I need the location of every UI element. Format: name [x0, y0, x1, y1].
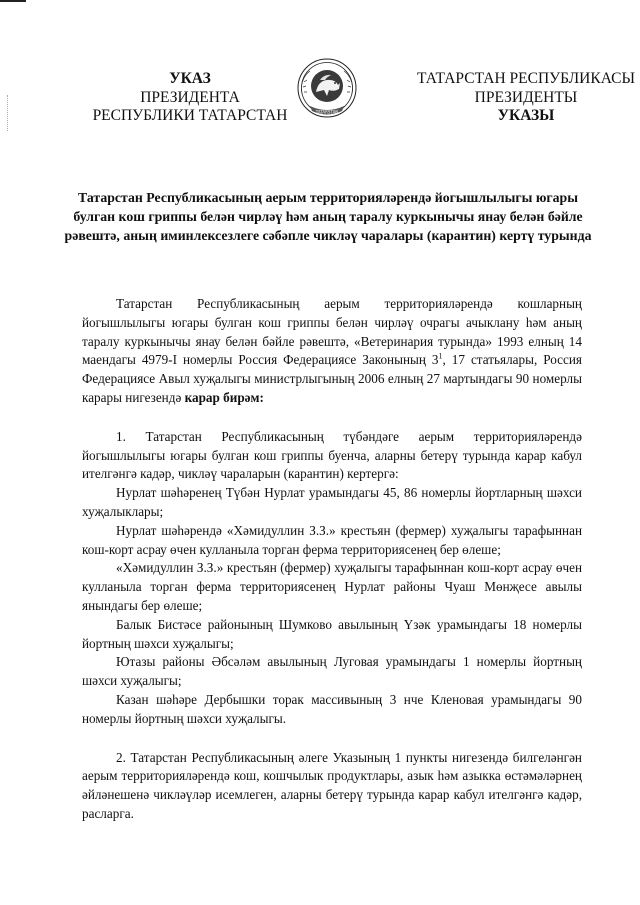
document-body: [82, 295, 582, 824]
clause-1-intro: 1. Татарстан Республикасының түбәндәге аерым территорияләрендә йогышлылыгы югары булган кош гриппы буенча, аларны бетерү турында карар кабул ителгәнгә кадәр, чикләү чараларын (карантин) кертергә:: [82, 428, 582, 482]
document-header: [60, 56, 635, 136]
header-left-line1: УКАЗ: [169, 70, 211, 87]
header-right-line2: ПРЕЗИДЕНТЫ: [474, 88, 578, 106]
clause-1-item: Казан шәһәре Дербышки торак массивының 3 нче Кленовая урамындагы 90 номерлы йортның шәхси хуҗалыгы.: [82, 691, 582, 726]
clause-1-item: Нурлат шәһәрендә «Хәмидуллин З.З.» крестьян (фермер) хуҗалыгы тарафыннан кош-корт асрау өчен кулланыла торган ферма территориясенең бер өлеше;: [82, 522, 582, 557]
header-left-line2: ПРЕЗИДЕНТА: [140, 88, 240, 106]
header-right-line3: УКАЗЫ: [497, 107, 555, 124]
header-left-russian: [80, 70, 300, 126]
edge-dots: [7, 95, 9, 131]
clause-1-item: «Хәмидуллин З.З.» крестьян (фермер) хуҗалыгы тарафыннан кош-корт асрау өчен кулланыла торган ферма территориясенең Нурлат районы Чуаш Мөнҗесе авылы янындагы бер өлеше;: [82, 560, 582, 613]
preamble-superscript: 1: [438, 352, 443, 361]
header-right-tatar: [416, 70, 636, 126]
scan-mark: [0, 0, 26, 2]
coat-of-arms-icon: [296, 56, 358, 128]
clause-2: 2. Татарстан Республикасының әлеге Указының 1 пункты нигезендә билгеләнгән аерым территорияләрендә кош, кошчылык продуктлары, азык һәм азыкка өстәмәләрнең әйләнешенә чикләүләр исемлеген, аларны бетерү турында карар кабул ителгәнгә кадәр, расларга.: [82, 749, 582, 821]
preamble-text: Татарстан Республикасының аерым территорияләрендә кошларның йогышлылыгы югары булган кош гриппы белән чирләү очрагы ачыклану һәм аның таралу куркынычы янау белән бәйле рәвештә, «Ветеринария турында» 1993 елның 14 маендагы 4979-I номерлы Россия Федерациясе Законының 3: [82, 296, 582, 368]
clause-1-item: Ютазы районы Әбсәләм авылының Луговая урамындагы 1 номерлы йортның шәхси хуҗалыгы;: [82, 654, 582, 689]
clause-1-item: Балык Бистәсе районының Шумково авылының Үзәк урамындагы 18 номерлы йортның шәхси хуҗалыгы;: [82, 616, 582, 651]
svg-text:TATARSTAN: TATARSTAN: [315, 109, 339, 115]
preamble-decree: карар бирәм:: [184, 389, 264, 405]
preamble-paragraph: [82, 295, 582, 408]
preamble-text-continued: , 17 статьялары, Россия Федерациясе Авыл хуҗалыгы министрлыгының 2006 елның 27 мартындагы 90 номерлы карары нигезендә: [82, 352, 582, 405]
clause-1-item: Нурлат шәһәренең Түбән Нурлат урамындагы 45, 86 номерлы йортларның шәхси хуҗалыклары;: [82, 485, 582, 519]
header-left-line3: РЕСПУБЛИКИ ТАТАРСТАН: [92, 107, 288, 124]
document-title: Татарстан Республикасының аерым территорияләрендә йогышлылыгы югары булган кош гриппы белән чирләү һәм аның таралу куркынычы янау белән бәйле рәвештә, аның иминлексезлеге сәбәпле чикләү чаралары (карантин) кертү турында: [64, 190, 592, 243]
header-right-line1: ТАТАРСТАН РЕСПУБЛИКАСЫ: [417, 70, 635, 87]
